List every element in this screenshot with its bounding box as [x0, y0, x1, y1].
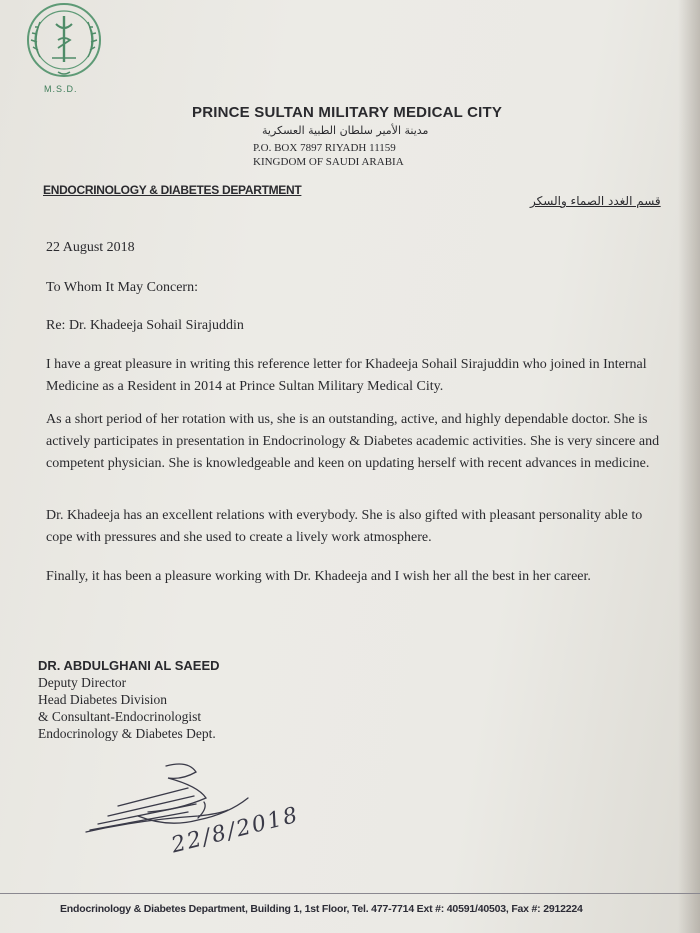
salutation: To Whom It May Concern: — [46, 280, 198, 295]
paper-edge-shadow — [678, 0, 700, 933]
paragraph-2: As a short period of her rotation with us, she is an outstanding, active, and highly dependable doctor. She is actively participates in presentation in Endocrinology & Diabetes academic activities. She is very sincere and competent physician. She is knowledgeable and keen on updating herself with recent advances in medicine. — [46, 412, 660, 471]
signatory-title: Deputy Director — [38, 675, 127, 690]
logo-caption: M.S.D. — [44, 84, 78, 94]
paragraph-1: I have a great pleasure in writing this reference letter for Khadeeja Sohail Sirajuddin who joined in Internal Medicine as a Resident in 2014 at Prince Sultan Military Medical City. — [46, 357, 647, 394]
letter-date: 22 August 2018 — [46, 240, 135, 255]
signatory-name: DR. ABDULGHANI AL SAEED — [38, 658, 220, 673]
paragraph-4: Finally, it has been a pleasure working with Dr. Khadeeja and I wish her all the best in her career. — [46, 569, 591, 584]
handwritten-date: 22/8/2018 — [168, 802, 302, 859]
signatory-title: Endocrinology & Diabetes Dept. — [38, 726, 216, 741]
department-name: ENDOCRINOLOGY & DIABETES DEPARTMENT — [43, 183, 302, 197]
signatory-title: Head Diabetes Division — [38, 692, 167, 707]
hospital-address — [253, 141, 404, 169]
subject-line: Re: Dr. Khadeeja Sohail Sirajuddin — [46, 318, 244, 333]
signatory-title: & Consultant-Endocrinologist — [38, 709, 202, 724]
department-name-arabic: قسم الغدد الصماء والسكر — [530, 194, 661, 208]
footer-divider — [0, 893, 700, 894]
paragraph-3: Dr. Khadeeja has an excellent relations with everybody. She is also gifted with pleasant personality able to cope with pressures and she used to create a lively work atmosphere. — [46, 508, 643, 545]
address-line-2: KINGDOM OF SAUDI ARABIA — [253, 156, 404, 168]
signature-block — [38, 657, 220, 742]
hospital-name-arabic: مدينة الأمير سلطان الطبية العسكرية — [262, 124, 429, 137]
footer-contact: Endocrinology & Diabetes Department, Building 1, 1st Floor, Tel. 477-7714 Ext #: 40591/40503, Fax #: 2912224 — [60, 903, 583, 915]
address-line-1: P.O. BOX 7897 RIYADH 11159 — [253, 142, 396, 154]
hospital-name: PRINCE SULTAN MILITARY MEDICAL CITY — [192, 104, 503, 121]
